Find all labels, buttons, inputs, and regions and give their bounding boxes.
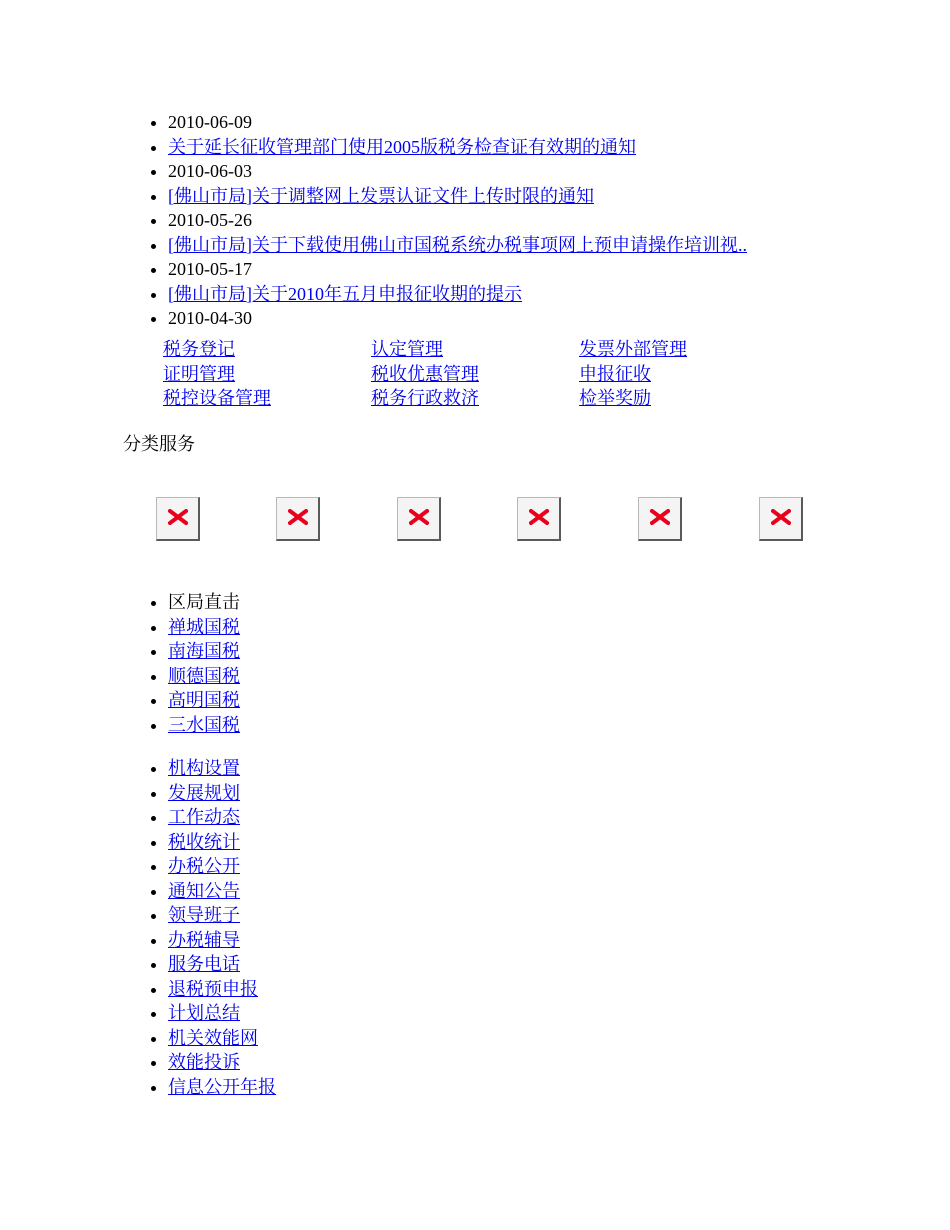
nav-link-refund-pre-declaration[interactable]: 退税预申报 bbox=[168, 978, 258, 999]
category-link-tax-preference-management[interactable]: 税收优惠管理 bbox=[371, 363, 479, 384]
nav-link-leadership[interactable]: 领导班子 bbox=[168, 905, 240, 925]
news-list bbox=[123, 110, 747, 331]
broken-image-icon[interactable] bbox=[276, 497, 320, 541]
nav-link-organization[interactable]: 机构设置 bbox=[168, 758, 240, 778]
district-link-chancheng[interactable]: 禅城国税 bbox=[168, 616, 240, 637]
district-link-nanhai[interactable]: 南海国税 bbox=[168, 641, 240, 661]
category-link-proof-management[interactable]: 证明管理 bbox=[163, 363, 235, 384]
list-item[interactable] bbox=[168, 639, 240, 664]
broken-image-icon[interactable] bbox=[517, 497, 561, 541]
news-date: • 2010-05-26 bbox=[168, 208, 747, 233]
list-item[interactable] bbox=[168, 1001, 276, 1026]
category-link-report-reward[interactable]: 检举奖励 bbox=[579, 388, 651, 408]
news-item[interactable] bbox=[168, 135, 747, 160]
broken-image-x-icon bbox=[529, 509, 549, 525]
list-item[interactable] bbox=[168, 903, 276, 928]
broken-image-x-icon bbox=[168, 509, 188, 525]
news-link[interactable]: 关于延长征收管理部门使用2005版税务检查证有效期的通知 bbox=[168, 136, 636, 157]
nav-link-development-plan[interactable]: 发展规划 bbox=[168, 782, 240, 803]
district-list bbox=[123, 590, 240, 737]
list-item[interactable] bbox=[168, 615, 240, 640]
list-item[interactable] bbox=[168, 830, 276, 855]
broken-image-icon[interactable] bbox=[759, 497, 803, 541]
nav-link-efficiency-complaint[interactable]: 效能投诉 bbox=[168, 1052, 240, 1072]
nav-link-plan-summary[interactable]: 计划总结 bbox=[168, 1003, 240, 1023]
nav-link-tax-statistics[interactable]: 税收统计 bbox=[168, 831, 240, 852]
category-link-tax-administrative-remedy[interactable]: 税务行政救济 bbox=[371, 388, 479, 408]
broken-image-x-icon bbox=[650, 509, 670, 525]
list-item[interactable] bbox=[168, 1075, 276, 1100]
news-date: • 2010-06-03 bbox=[168, 159, 747, 184]
news-item[interactable] bbox=[168, 282, 747, 307]
list-item[interactable] bbox=[168, 713, 240, 738]
category-link-tax-registration[interactable]: 税务登记 bbox=[163, 339, 235, 359]
broken-image-icon[interactable] bbox=[156, 497, 200, 541]
nav-link-tax-disclosure[interactable]: 办税公开 bbox=[168, 856, 240, 876]
broken-image-icon[interactable] bbox=[397, 497, 441, 541]
nav-link-tax-guidance[interactable]: 办税辅导 bbox=[168, 929, 240, 950]
list-item[interactable] bbox=[168, 664, 240, 689]
news-date: • 2010-05-17 bbox=[168, 257, 747, 282]
broken-image-icon[interactable] bbox=[638, 497, 682, 541]
section-label-classified-services: 分类服务 bbox=[123, 434, 195, 454]
category-row bbox=[163, 386, 787, 411]
list-item[interactable] bbox=[168, 977, 276, 1002]
list-item[interactable] bbox=[168, 952, 276, 977]
list-item[interactable] bbox=[168, 879, 276, 904]
news-item[interactable] bbox=[168, 184, 747, 209]
category-link-tax-control-device-management[interactable]: 税控设备管理 bbox=[163, 388, 271, 408]
category-row bbox=[163, 362, 787, 387]
list-item[interactable] bbox=[168, 805, 276, 830]
list-item[interactable] bbox=[168, 1050, 276, 1075]
nav-link-list bbox=[123, 756, 276, 1099]
district-link-shunde[interactable]: 顺德国税 bbox=[168, 665, 240, 686]
nav-link-efficiency-network[interactable]: 机关效能网 bbox=[168, 1027, 258, 1048]
nav-link-work-news[interactable]: 工作动态 bbox=[168, 807, 240, 827]
category-link-invoice-external-management[interactable]: 发票外部管理 bbox=[579, 339, 687, 359]
broken-image-x-icon bbox=[409, 509, 429, 525]
nav-link-notices[interactable]: 通知公告 bbox=[168, 880, 240, 901]
category-links-grid bbox=[163, 337, 787, 411]
news-item[interactable] bbox=[168, 233, 747, 258]
list-item[interactable] bbox=[168, 756, 276, 781]
list-item[interactable] bbox=[168, 1026, 276, 1051]
category-row bbox=[163, 337, 787, 362]
district-heading: • 区局直击 bbox=[168, 590, 240, 615]
nav-link-service-phone[interactable]: 服务电话 bbox=[168, 954, 240, 974]
broken-image-x-icon bbox=[771, 509, 791, 525]
category-link-certification-management[interactable]: 认定管理 bbox=[371, 339, 443, 359]
list-item[interactable] bbox=[168, 928, 276, 953]
news-link[interactable]: [佛山市局]关于调整网上发票认证文件上传时限的通知 bbox=[168, 185, 594, 206]
list-item[interactable] bbox=[168, 781, 276, 806]
news-link[interactable]: [佛山市局]关于2010年五月申报征收期的提示 bbox=[168, 283, 522, 304]
district-link-gaoming[interactable]: 高明国税 bbox=[168, 690, 240, 710]
news-date: • 2010-06-09 bbox=[168, 110, 747, 135]
news-date: • 2010-04-30 bbox=[168, 306, 747, 331]
news-link[interactable]: [佛山市局]关于下载使用佛山市国税系统办税事项网上预申请操作培训视.. bbox=[168, 234, 747, 255]
broken-image-x-icon bbox=[288, 509, 308, 525]
district-link-sanshui[interactable]: 三水国税 bbox=[168, 714, 240, 735]
nav-link-annual-disclosure-report[interactable]: 信息公开年报 bbox=[168, 1076, 276, 1097]
category-link-declaration-collection[interactable]: 申报征收 bbox=[579, 363, 651, 384]
list-item[interactable] bbox=[168, 854, 276, 879]
list-item[interactable] bbox=[168, 688, 240, 713]
